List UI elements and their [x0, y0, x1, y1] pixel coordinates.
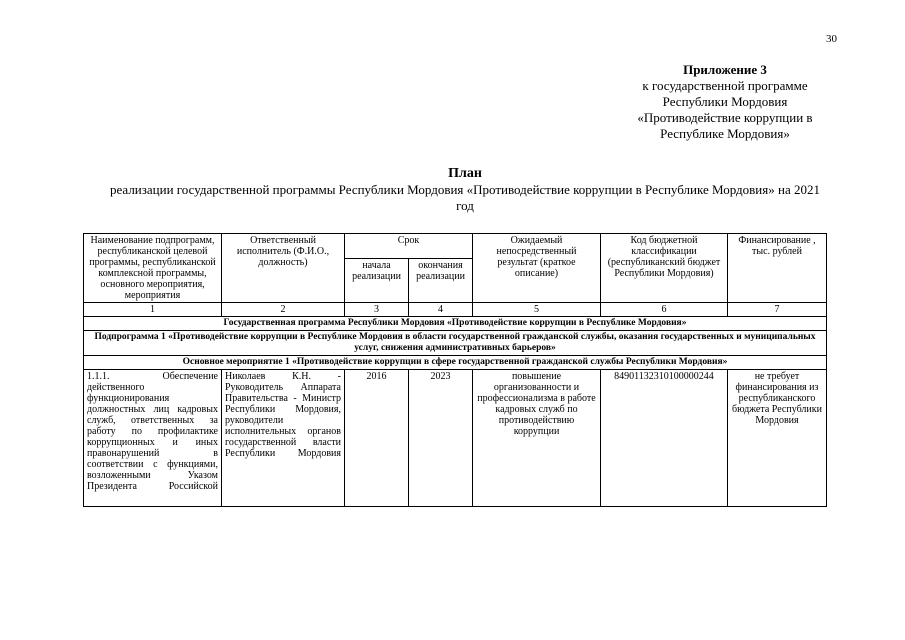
measure-start-year: 2016	[345, 370, 409, 507]
column-number: 1	[84, 303, 222, 317]
column-number: 5	[473, 303, 601, 317]
table-row	[84, 370, 827, 507]
main-measure-row	[84, 356, 827, 370]
appendix-heading: Приложение 3	[683, 62, 767, 77]
appendix-line: Республике Мордовия»	[660, 126, 790, 141]
header-budget-code: Код бюджетной классификации (республиканский бюджет Республики Мордовия)	[601, 234, 728, 303]
header-term-end: окончания реализации	[409, 258, 473, 302]
measure-financing: не требует финансирования из республиканского бюджета Республики Мордовия	[728, 370, 827, 507]
header-result: Ожидаемый непосредственный результат (краткое описание)	[473, 234, 601, 303]
header-name: Наименование подпрограмм, республиканской целевой программы, республиканской комплексной программы, основного мероприятия, мероприятия	[84, 234, 222, 303]
plan-table	[83, 233, 827, 507]
measure-name: 1.1.1. Обеспечение действенного функционирования должностных лиц кадровых служб, ответственных за работу по профилактике коррупционных и иных правонарушений в соответствии с функциями, возложенными Указом Президента Российской	[84, 370, 222, 507]
program-row	[84, 317, 827, 331]
header-term-start: начала реализации	[345, 258, 409, 302]
column-number: 7	[728, 303, 827, 317]
header-term: Срок	[345, 234, 473, 259]
measure-end-year: 2023	[409, 370, 473, 507]
plan-subtitle: реализации государственной программы Республики Мордовия «Противодействие коррупции в Республике Мордовия» на 2021 год	[110, 182, 820, 213]
column-number: 4	[409, 303, 473, 317]
appendix-line: «Противодействие коррупции в	[637, 110, 813, 125]
page-number: 30	[826, 33, 837, 45]
column-numbers-row	[84, 303, 827, 317]
header-financing: Финансирование , тыс. рублей	[728, 234, 827, 303]
measure-result: повышение организованности и профессионализма в работе кадровых служб по противодействию коррупции	[473, 370, 601, 507]
program-title: Государственная программа Республики Мордовия «Противодействие коррупции в Республике Мордовия»	[84, 317, 827, 331]
subprogram-title: Подпрограмма 1 «Противодействие коррупции в Республике Мордовия в области государственной гражданской службы, оказания государственных и муниципальных услуг, снижения административных барьеров»	[84, 331, 827, 356]
main-measure-title: Основное мероприятие 1 «Противодействие коррупции в сфере государственной гражданской службы Республики Мордовия»	[84, 356, 827, 370]
subprogram-row	[84, 331, 827, 356]
appendix-block	[600, 62, 850, 142]
column-number: 3	[345, 303, 409, 317]
measure-budget-code: 84901132310100000244	[601, 370, 728, 507]
header-executor: Ответственный исполнитель (Ф.И.О., должность)	[222, 234, 345, 303]
appendix-line: к государственной программе	[642, 78, 808, 93]
measure-executor: Николаев К.Н. - Руководитель Аппарата Правительства - Министр Республики Мордовия, руководители исполнительных органов государственной власти Республики Мордовия	[222, 370, 345, 507]
appendix-line: Республики Мордовия	[662, 94, 788, 109]
column-number: 2	[222, 303, 345, 317]
header-row	[84, 234, 827, 259]
plan-title: План	[448, 166, 482, 181]
column-number: 6	[601, 303, 728, 317]
